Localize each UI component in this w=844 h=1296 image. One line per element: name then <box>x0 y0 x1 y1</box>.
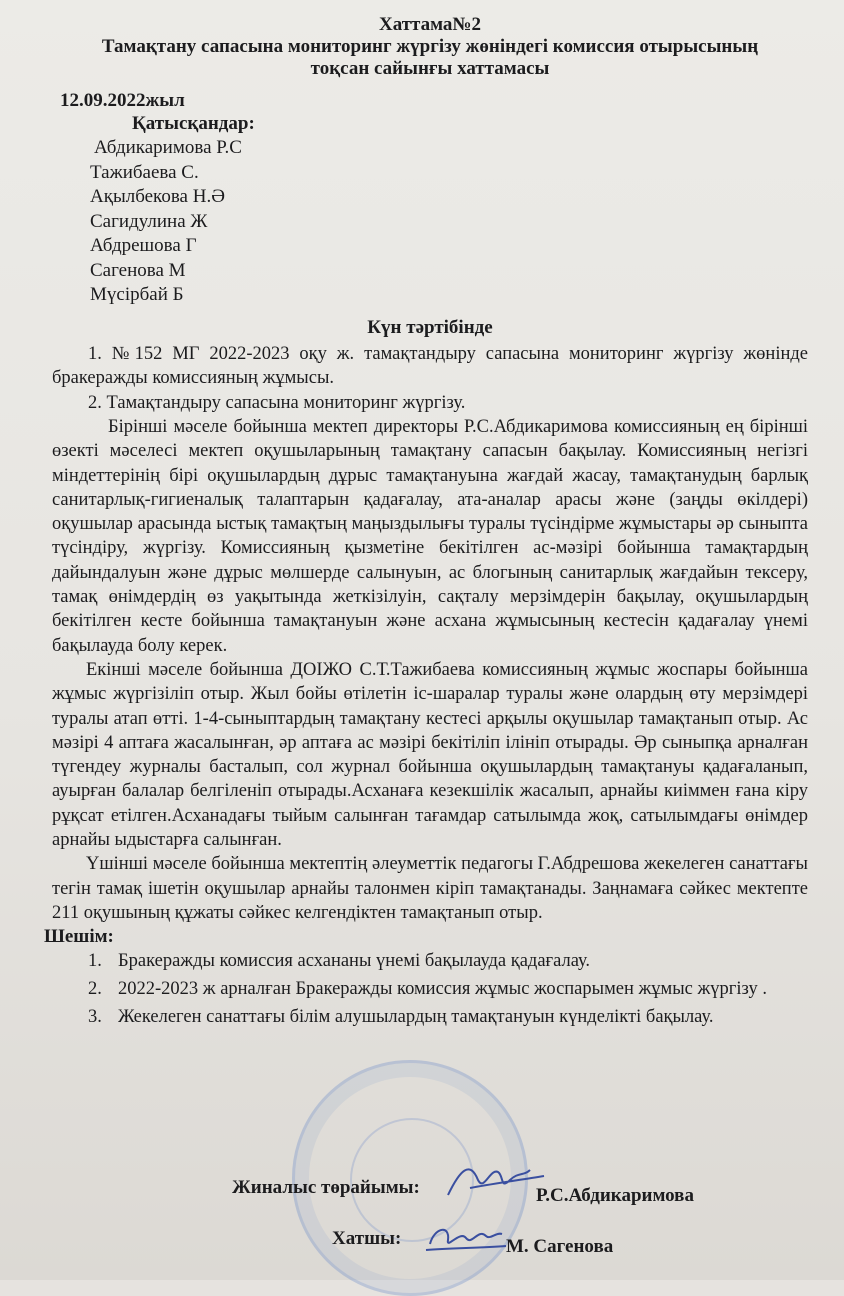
title-line-3: тоқсан сайынғы хаттамасы <box>310 58 550 79</box>
decision-item <box>88 1005 808 1029</box>
secretary-signature-label: Хатшы: <box>332 1228 402 1249</box>
agenda-item: 2. Тамақтандыру сапасына мониторинг жүргізу. <box>88 392 466 413</box>
decision-text: 2022-2023 ж арналған Бракеражды комиссия жұмыс жоспарымен жұмыс жүргізу . <box>118 979 767 1000</box>
decision-item <box>88 977 808 1001</box>
document-date: 12.09.2022жыл <box>60 90 185 111</box>
participant: Тажибаева С. <box>90 161 199 183</box>
decision-text: Жекелеген санаттағы білім алушылардың тамақтануын күнделікті бақылау. <box>118 1007 714 1028</box>
chair-signature-label: Жиналыс төрайымы: <box>232 1177 420 1198</box>
agenda-title: Күн тәртібінде <box>367 316 493 338</box>
decision-text: Бракеражды комиссия асхананы үнемі бақылауда қадағалау. <box>118 951 591 972</box>
decision-item <box>88 949 808 973</box>
secretary-signature-icon <box>420 1210 510 1260</box>
title-line-2: Тамақтану сапасына мониторинг жүргізу жөніндегі комиссия отырысының <box>101 36 759 57</box>
decision-number: 1. <box>88 951 102 972</box>
title-line-1: Хаттама№2 <box>378 14 482 35</box>
document-title <box>52 14 808 80</box>
participant: Сагенова М <box>90 259 186 281</box>
paragraph-second-issue: Екінші мәселе бойынша ДОІЖО С.Т.Тажибаева комиссияның жұмыс жоспары бойынша жұмыс жүргізіліп отыр. Жыл бойы өтілетін іс-шаралар туралы және олардың өту мерзімдері туралы атап өтті. 1-4-сыныптардың тамақтану кестесі арқылы оқушылар тамақтанып отыр. Ас мәзірі 4 аптаға жасалынған, әр аптаға ас мәзірі бекітіліп ілініп отырады. Әр сыныпқа арналған түгендеу журналы басталып, сол журнал бойынша оқушылардың тамақтануы қадағаланып, ауырған балалар белгіленіп отырады.Асханаға кезекшілік жасалып, арнайы киіммен ғана кіру рұқсат етілген.Асханадағы тыйым салынған тағамдар сатылымда жоқ, сатылымдағы өнімдер арнайы ыдыстарға салынған. <box>52 659 808 851</box>
participants-label: Қатысқандар: <box>132 113 255 134</box>
decision-list <box>52 949 808 1029</box>
paragraph-third-issue: Үшінші мәселе бойынша мектептің әлеуметтік педагогы Г.Абдрешова жекелеген санаттағы тегін тамақ ішетін оқушылар арнайы талонмен кіріп тамақтанады. Заңнамаға сәйкес мектепте 211 оқушының құжаты сәйкес келгендіктен тамақтанып отыр. <box>52 854 808 923</box>
participant: Мүсірбай Б <box>90 284 184 305</box>
participant: Ақылбекова Н.Ә <box>90 186 225 207</box>
secretary-name: М. Сагенова <box>506 1236 614 1257</box>
decision-number: 3. <box>88 1007 102 1028</box>
participants-list <box>90 136 808 308</box>
chair-signature-icon <box>440 1150 550 1210</box>
minutes-body <box>52 415 808 925</box>
chair-name: Р.С.Абдикаримова <box>536 1185 694 1206</box>
decision-label: Шешім: <box>44 926 114 948</box>
decision-number: 2. <box>88 979 102 1000</box>
agenda-list <box>52 342 808 416</box>
participant: Абдрешова Г <box>90 235 197 256</box>
agenda-item: 1. №152 МГ 2022-2023 оқу ж. тамақтандыру сапасына мониторинг жүргізу жөнінде бракеражды комиссияның жұмысы. <box>52 343 808 388</box>
paragraph-first-issue: Бірінші мәселе бойынша мектеп директоры Р.С.Абдикаримова комиссияның ең бірінші өзекті мәселесі мектеп оқушыларының тамақтану сапасын бақылау. Комиссияның негізгі міндеттерінің бірі оқушылардың дұрыс тамақтануына жағдай жасау, тамақтанудың барлық санитарлық-гигиеналық талаптарын қадағалау, ата-аналар арасы және (заңды өкілдері) оқушылар арасында ыстық тамақтың маңыздылығы туралы түсіндірме жұмыстары әр сыныпта түсіндіру, жүргізу. Комиссияның қызметіне бекітілген ас-мәзірі бойынша тамақтардың дайындалуын және дұрыс мөлшерде салынуын, ас блогының санитарлық жағдайын тексеру, тамақ өнімдердің өз уақытында жеткізілуін, сақталу мерзімдерін бақылау, оқушылардың бекітілген кесте бойынша тамақтануын және асхана жұмысының кестесін қадағалау үнемі бақылауда болу керек. <box>52 417 808 656</box>
participant: Сагидулина Ж <box>90 210 208 232</box>
participant: Абдикаримова Р.С <box>94 137 242 158</box>
